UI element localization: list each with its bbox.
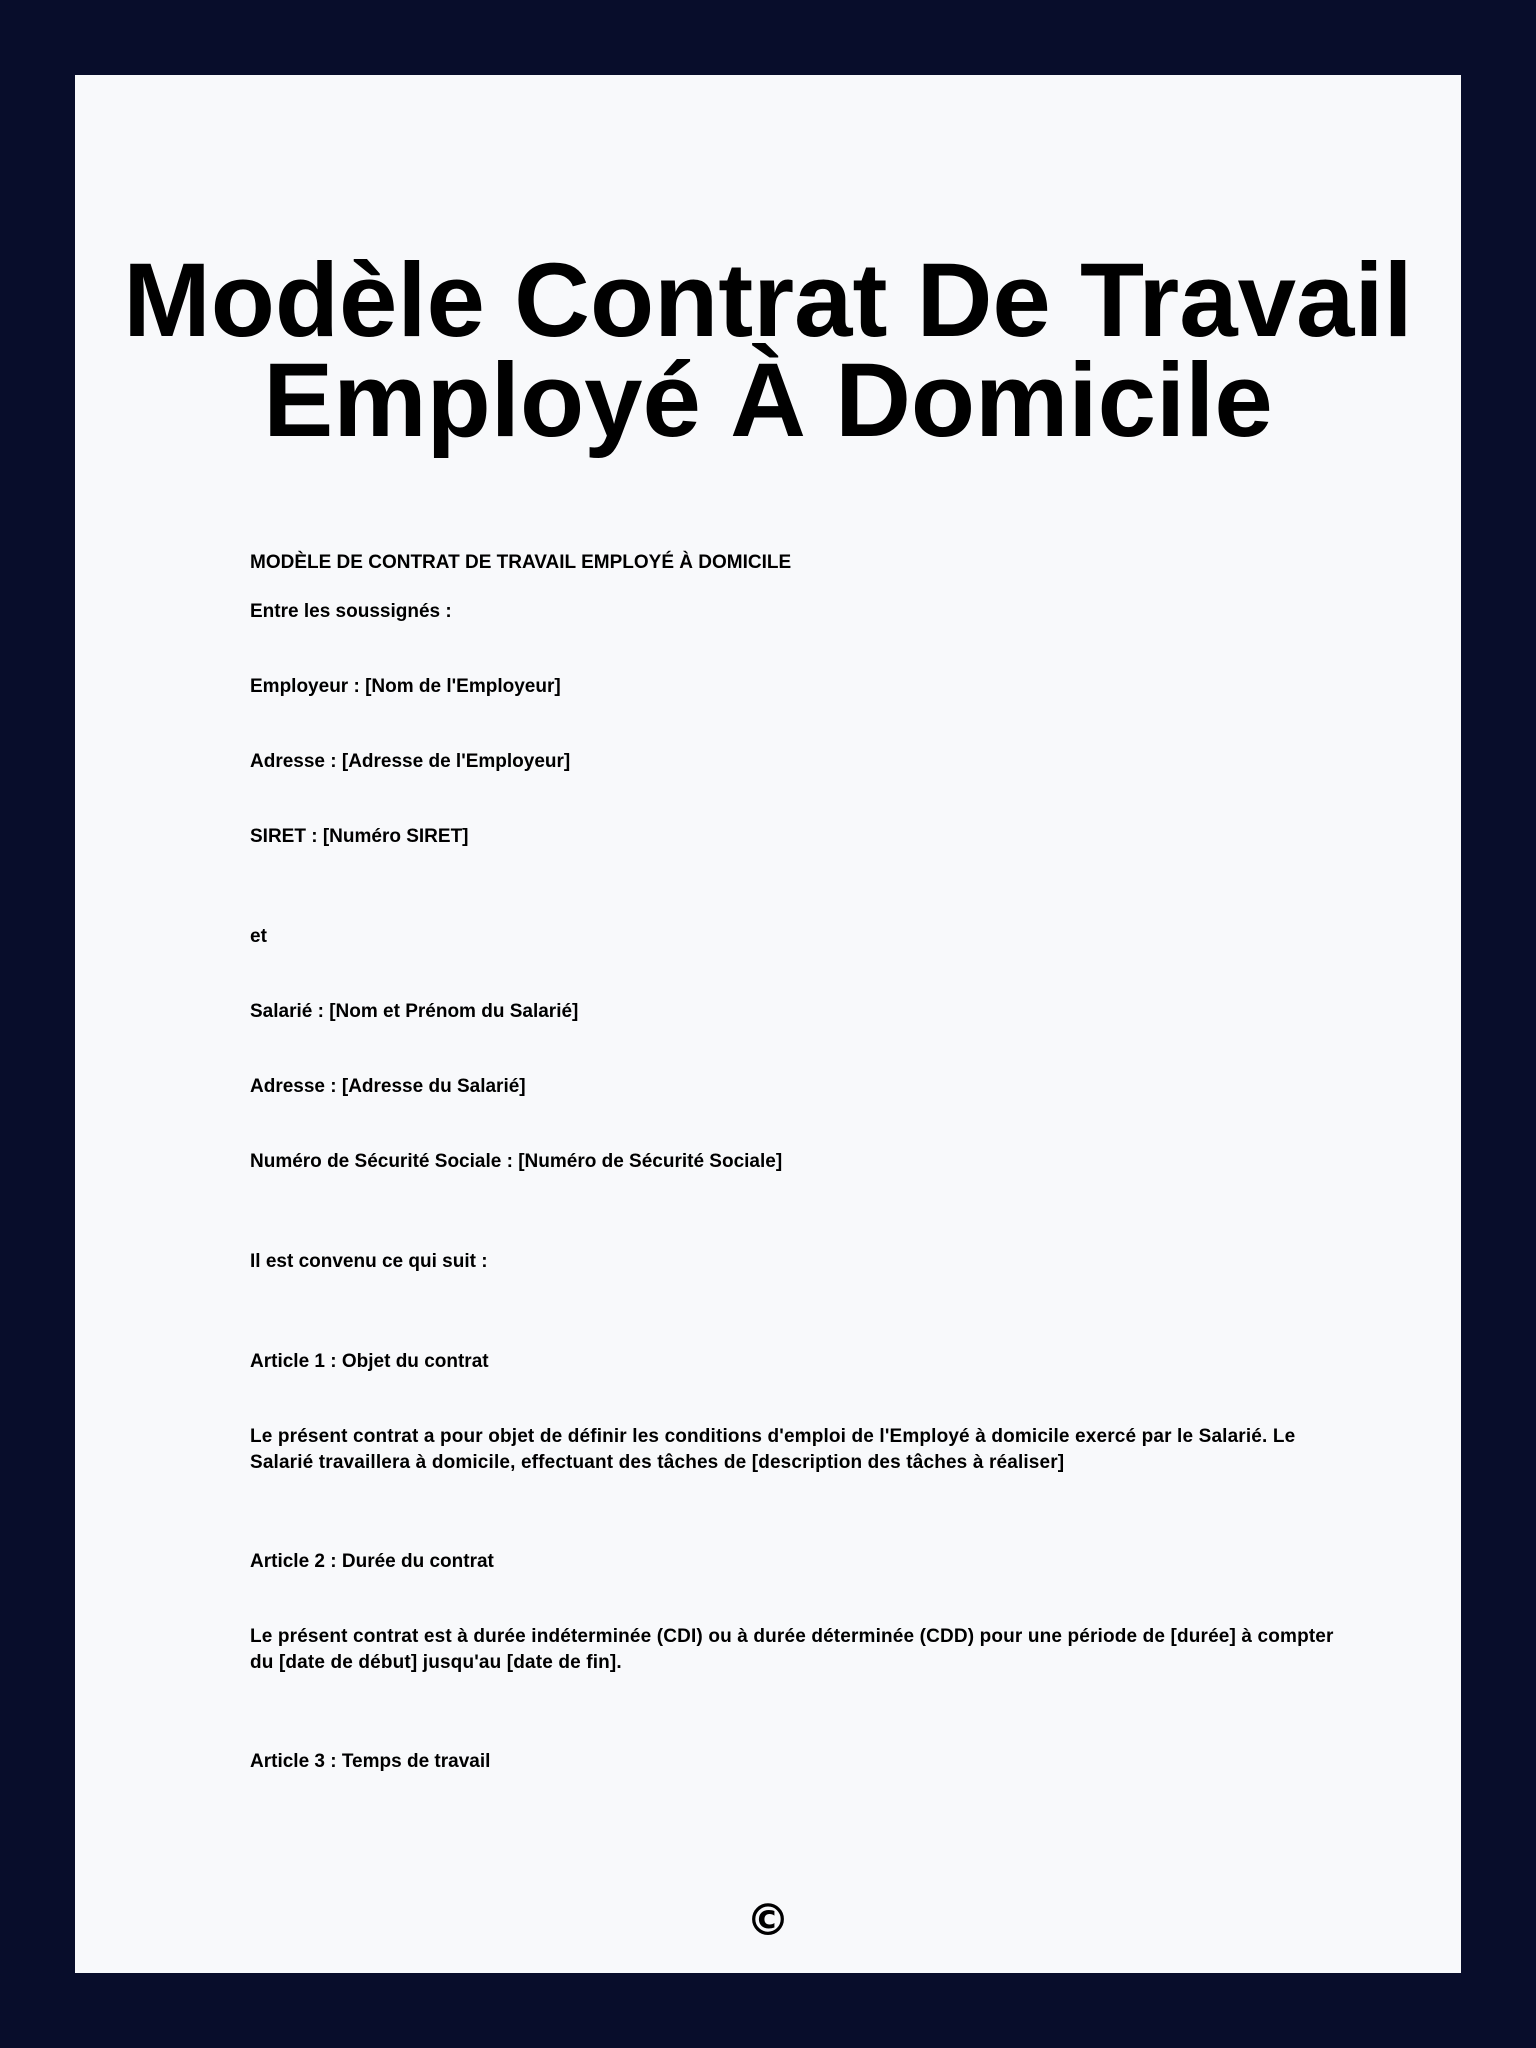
article-3-title: Article 3 : Temps de travail bbox=[250, 1751, 491, 1772]
document-title bbox=[75, 242, 1461, 459]
title-line-2: Employé À Domicile bbox=[263, 342, 1273, 459]
and-separator: et bbox=[250, 926, 267, 947]
employer-siret: SIRET : [Numéro SIRET] bbox=[250, 826, 469, 847]
article-1-title: Article 1 : Objet du contrat bbox=[250, 1351, 489, 1372]
document-page bbox=[75, 75, 1461, 1973]
employer-address: Adresse : [Adresse de l'Employeur] bbox=[250, 751, 571, 772]
article-2-title: Article 2 : Durée du contrat bbox=[250, 1551, 494, 1572]
employer-name: Employeur : [Nom de l'Employeur] bbox=[250, 676, 561, 697]
contract-heading: MODÈLE DE CONTRAT DE TRAVAIL EMPLOYÉ À DOMICILE bbox=[250, 552, 792, 573]
social-security-number: Numéro de Sécurité Sociale : [Numéro de Sécurité Sociale] bbox=[250, 1151, 783, 1172]
employee-name: Salarié : [Nom et Prénom du Salarié] bbox=[250, 1001, 579, 1022]
agreement-intro: Il est convenu ce qui suit : bbox=[250, 1251, 488, 1272]
title-line-1: Modèle Contrat De Travail bbox=[123, 242, 1413, 359]
copyright-icon: © bbox=[746, 1895, 790, 1946]
article-2-text: Le présent contrat est à durée indéterminée (CDI) ou à durée déterminée (CDD) pour une période de [durée] à compter du [date de début] jusqu'au [date de fin]. bbox=[250, 1626, 1334, 1673]
employee-address: Adresse : [Adresse du Salarié] bbox=[250, 1076, 526, 1097]
article-1-text: Le présent contrat a pour objet de définir les conditions d'emploi de l'Employé à domicile exercé par le Salarié. Le Salarié travaillera à domicile, effectuant des tâches de [description des tâches à réaliser] bbox=[250, 1426, 1296, 1473]
between-parties-label: Entre les soussignés : bbox=[250, 601, 452, 622]
